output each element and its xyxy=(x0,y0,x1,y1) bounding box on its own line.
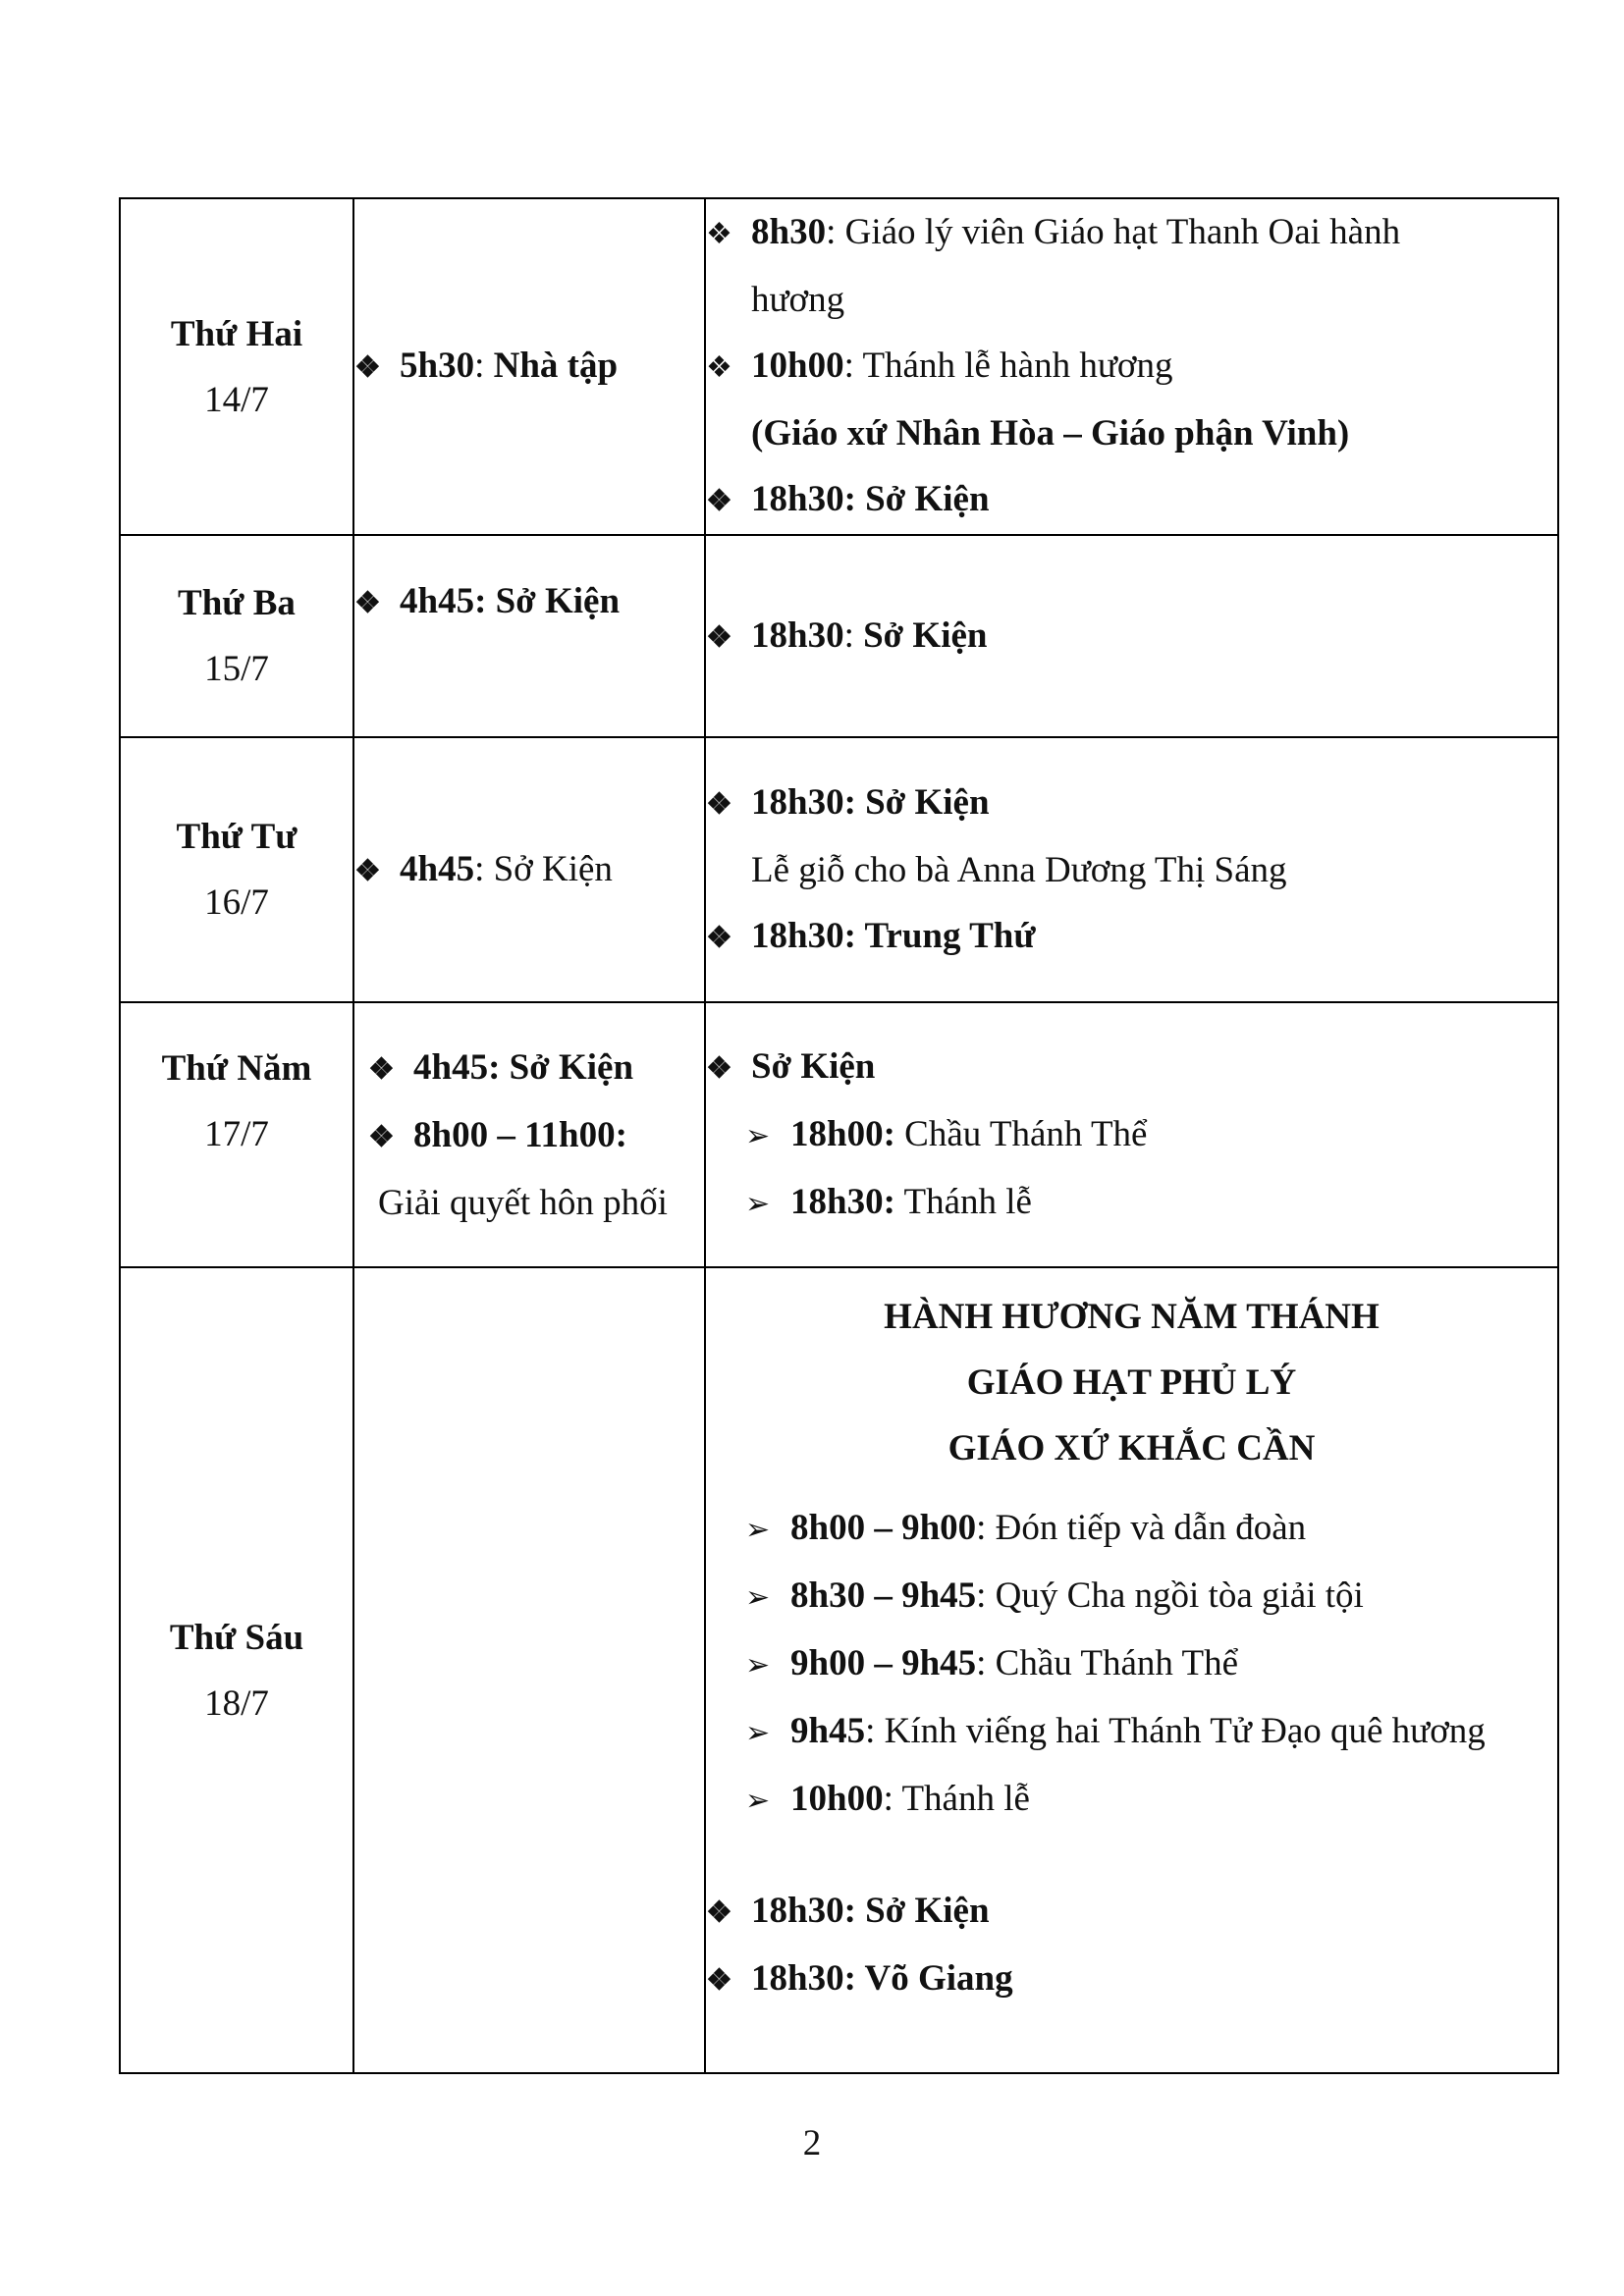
morning-cell: ❖ 5h30: Nhà tập xyxy=(353,198,705,535)
table-row xyxy=(120,198,1558,535)
evening-cell: ❖ 8h30: Giáo lý viên Giáo hạt Thanh Oai hành hương ❖ 10h00: Thánh lễ hành hương (Giáo xứ Nhân Hòa – Giáo phận Vinh) ❖ 18h30: Sở Kiện xyxy=(705,198,1558,535)
day-cell: Thứ Năm 17/7 xyxy=(120,1002,353,1267)
diamond-bullet-icon: ❖ xyxy=(706,485,732,517)
morning-cell: ❖ 4h45: Sở Kiện ❖ 8h00 – 11h00: Giải quyết hôn phối xyxy=(353,1002,705,1267)
arrow-bullet-icon: ➢ xyxy=(745,1514,771,1546)
diamond-bullet-icon: ❖ xyxy=(706,1051,732,1085)
diamond-bullet-icon: ❖ xyxy=(706,218,732,250)
day-cell: Thứ Sáu 18/7 xyxy=(120,1267,353,2073)
arrow-bullet-icon: ➢ xyxy=(745,1717,771,1749)
evening-cell: ❖ 18h30: Sở Kiện xyxy=(705,535,1558,737)
arrow-bullet-icon: ➢ xyxy=(745,1649,771,1682)
diamond-bullet-icon: ❖ xyxy=(706,921,732,954)
page-number: 2 xyxy=(802,2123,822,2163)
diamond-bullet-icon: ❖ xyxy=(354,351,381,384)
day-name: Thứ Hai xyxy=(170,313,303,354)
diamond-bullet-icon: ❖ xyxy=(706,1964,732,1997)
diamond-bullet-icon: ❖ xyxy=(354,587,381,619)
diamond-bullet-icon: ❖ xyxy=(706,620,732,654)
morning-cell: ❖ 4h45: Sở Kiện xyxy=(353,737,705,1002)
arrow-bullet-icon: ➢ xyxy=(745,1119,771,1152)
day-cell xyxy=(120,198,353,535)
arrow-bullet-icon: ➢ xyxy=(745,1581,771,1614)
table-row xyxy=(120,535,1558,737)
diamond-bullet-icon: ❖ xyxy=(354,854,381,887)
day-date: 14/7 xyxy=(204,379,269,420)
day-cell: Thứ Ba 15/7 xyxy=(120,535,353,737)
day-cell: Thứ Tư 16/7 xyxy=(120,737,353,1002)
table-row xyxy=(120,1002,1558,1267)
table-row xyxy=(120,737,1558,1002)
morning-cell: ❖ 4h45: Sở Kiện xyxy=(353,535,705,737)
diamond-bullet-icon: ❖ xyxy=(368,1052,395,1086)
diamond-bullet-icon: ❖ xyxy=(368,1120,395,1153)
evening-cell: ❖ Sở Kiện ➢ 18h00: Chầu Thánh Thể ➢ 18h30: Thánh lễ xyxy=(705,1002,1558,1267)
diamond-bullet-icon: ❖ xyxy=(706,787,732,821)
arrow-bullet-icon: ➢ xyxy=(745,1785,771,1817)
diamond-bullet-icon: ❖ xyxy=(706,1896,732,1929)
evening-cell: HÀNH HƯƠNG NĂM THÁNH GIÁO HẠT PHỦ LÝ GIÁO XỨ KHẮC CẦN ➢ 8h00 – 9h00: Đón tiếp và dẫn đoàn ➢ 8h30 – 9h45: Quý Cha ngồi tòa giải tội ➢ 9h00 – 9h45: Chầu Thánh Thể ➢ 9h45: Kính viếng hai Thánh Tử Đạo quê hương ➢ 10h00: Thánh lễ ❖ 18h30: Sở Kiện ❖ 18h30: Võ Giang xyxy=(705,1267,1558,2073)
schedule-table xyxy=(119,197,1559,2074)
table-row xyxy=(120,1267,1558,2073)
morning-cell xyxy=(353,1267,705,2073)
diamond-bullet-icon: ❖ xyxy=(706,351,732,384)
evening-cell: ❖ 18h30: Sở Kiện Lễ giỗ cho bà Anna Dương Thị Sáng ❖ 18h30: Trung Thứ xyxy=(705,737,1558,1002)
arrow-bullet-icon: ➢ xyxy=(745,1187,771,1220)
